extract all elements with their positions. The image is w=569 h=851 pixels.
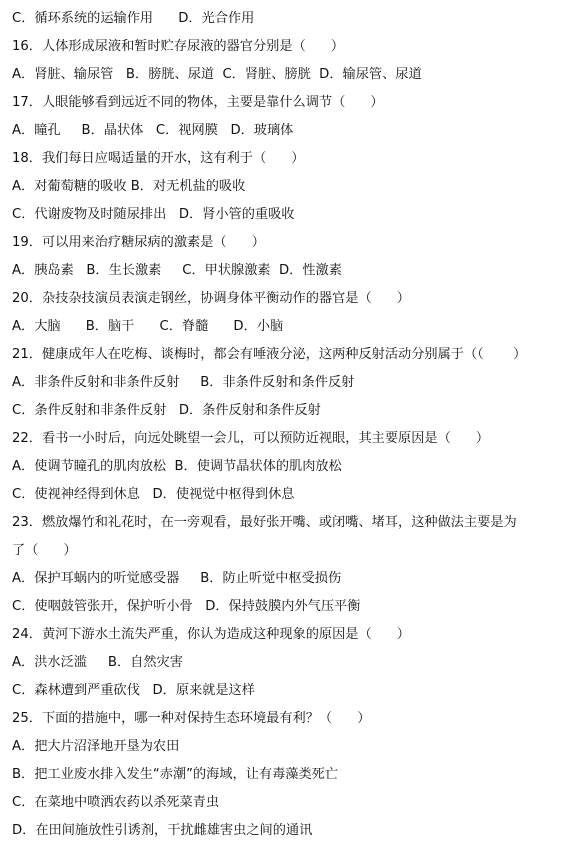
question-21: 21．健康成年人在吃梅、谈梅时，都会有唾液分泌，这两种反射活动分别属于（（ ） <box>12 347 527 362</box>
options-q17: A．瞳孔 B．晶状体 C．视网膜 D．玻璃体 <box>12 123 294 138</box>
question-16: 16．人体形成尿液和暂时贮存尿液的器官分别是（ ） <box>12 39 345 54</box>
question-19: 19．可以用来治疗糖尿病的激素是（ ） <box>12 235 265 250</box>
options-q20: A．大脑 B．脑干 C．脊髓 D．小脑 <box>12 319 284 334</box>
options-q22-a-b: A．使调节瞳孔的肌肉放松 B．使调节晶状体的肌肉放松 <box>12 459 342 474</box>
option-q25-b: B．把工业废水排入发生“赤潮”的海域，让有毒藻类死亡 <box>12 767 339 782</box>
question-23-continued: 了（ ） <box>12 543 77 558</box>
question-20: 20．杂技杂技演员表演走钢丝，协调身体平衡动作的器官是（ ） <box>12 291 410 306</box>
options-q22-c-d: C．使视神经得到休息 D．使视觉中枢得到休息 <box>12 487 295 502</box>
options-q24-a-b: A．洪水泛滥 B．自然灾害 <box>12 655 183 670</box>
options-q23-a-b: A．保护耳蜗内的听觉感受器 B．防止听觉中枢受损伤 <box>12 571 342 586</box>
options-q21-a-b: A．非条件反射和非条件反射 B．非条件反射和条件反射 <box>12 375 355 390</box>
question-17: 17．人眼能够看到远近不同的物体，主要是靠什么调节（ ） <box>12 95 384 110</box>
option-q25-a: A．把大片沼泽地开垦为农田 <box>12 739 180 754</box>
options-q24-c-d: C．森林遭到严重砍伐 D．原来就是这样 <box>12 683 255 698</box>
option-q25-d: D．在田间施放性引诱剂，干扰雌雄害虫之间的通讯 <box>12 823 313 838</box>
option-q25-c: C．在菜地中喷洒农药以杀死菜青虫 <box>12 795 220 810</box>
question-22: 22．看书一小时后，向远处眺望一会儿，可以预防近视眼，其主要原因是（ ） <box>12 431 490 446</box>
question-23: 23．燃放爆竹和礼花时，在一旁观看，最好张开嘴、或闭嘴、堵耳，这种做法主要是为 <box>12 515 517 530</box>
options-q19: A．胰岛素 B．生长激素 C．甲状腺激素 D．性激素 <box>12 263 342 278</box>
options-q18-a-b: A．对葡萄糖的吸收 B．对无机盐的吸收 <box>12 179 246 194</box>
options-q18-c-d: C．代谢废物及时随尿排出 D．肾小管的重吸收 <box>12 207 295 222</box>
question-18: 18．我们每日应喝适量的开水，这有利于（ ） <box>12 151 305 166</box>
options-q23-c-d: C．使咽鼓管张开，保护听小骨 D．保持鼓膜内外气压平衡 <box>12 599 361 614</box>
question-24: 24．黄河下游水土流失严重，你认为造成这种现象的原因是（ ） <box>12 627 410 642</box>
options-q16: A．肾脏、输尿管 B．膀胱、尿道 C．肾脏、膀胱 D．输尿管、尿道 <box>12 67 422 82</box>
options-q21-c-d: C．条件反射和非条件反射 D．条件反射和条件反射 <box>12 403 321 418</box>
question-25: 25．下面的措施中，哪一种对保持生态环境最有利？（ ） <box>12 711 371 726</box>
option-line-q15-c-d: C．循环系统的运输作用 D．光合作用 <box>12 11 255 26</box>
